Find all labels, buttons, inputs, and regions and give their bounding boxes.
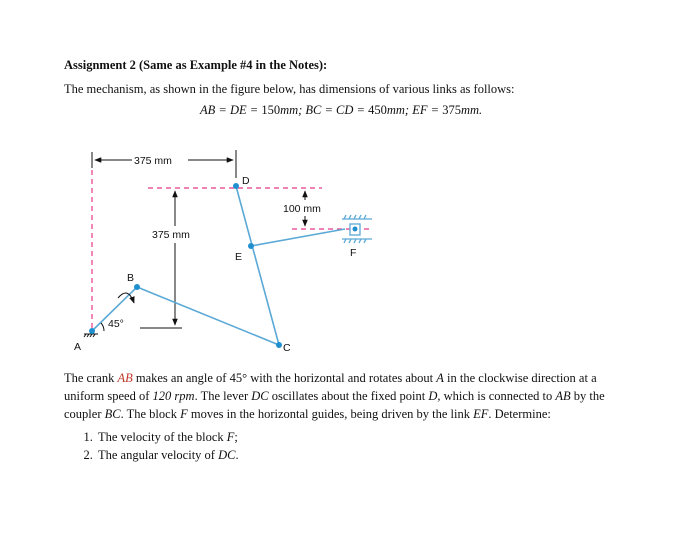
joint-c bbox=[276, 342, 282, 348]
dimension-375-vertical-label: 375 mm bbox=[152, 229, 190, 241]
point-f-label: F bbox=[350, 247, 357, 259]
task-item: 1. The velocity of the block F; bbox=[96, 428, 239, 446]
task-list bbox=[78, 428, 239, 464]
dimension-375-vertical bbox=[140, 191, 182, 328]
point-c-label: C bbox=[283, 342, 291, 354]
point-e-label: E bbox=[235, 251, 243, 263]
dimension-100-label: 100 mm bbox=[283, 203, 321, 215]
joint-f bbox=[353, 227, 358, 232]
joint-b bbox=[134, 284, 140, 290]
problem-description: The crank AB makes an angle of 45° with the horizontal and rotates about A in the clockwise direction at a uniform speed of 120 rpm. The lever DC oscillates about the fixed point D, which is connected to AB by the coupler BC. The block F moves in the horizontal guides, being driven by the link EF. Determine: bbox=[64, 371, 605, 421]
joint-a bbox=[89, 328, 95, 334]
point-d-label: D bbox=[242, 175, 250, 187]
point-b-label: B bbox=[127, 272, 135, 284]
joint-e bbox=[248, 243, 254, 249]
angle-label: 45° bbox=[108, 318, 124, 330]
link-bc bbox=[137, 287, 279, 345]
link-dc bbox=[236, 186, 279, 345]
construction-lines bbox=[92, 170, 372, 330]
dimension-375-horizontal-label: 375 mm bbox=[134, 155, 172, 167]
angle-arc bbox=[101, 323, 104, 331]
assignment-title: Assignment 2 (Same as Example #4 in the Notes): bbox=[64, 58, 328, 72]
link-ef bbox=[251, 229, 345, 246]
ground-support-a bbox=[84, 334, 98, 337]
point-a-label: A bbox=[74, 341, 82, 353]
link-dimensions: AB = DE = 150mm; BC = CD = 450mm; EF = 375mm. bbox=[200, 103, 483, 117]
task-item: 2. The angular velocity of DC. bbox=[96, 446, 239, 464]
intro-text: The mechanism, as shown in the figure below, has dimensions of various links as follows: bbox=[64, 82, 515, 96]
joint-d bbox=[233, 183, 239, 189]
